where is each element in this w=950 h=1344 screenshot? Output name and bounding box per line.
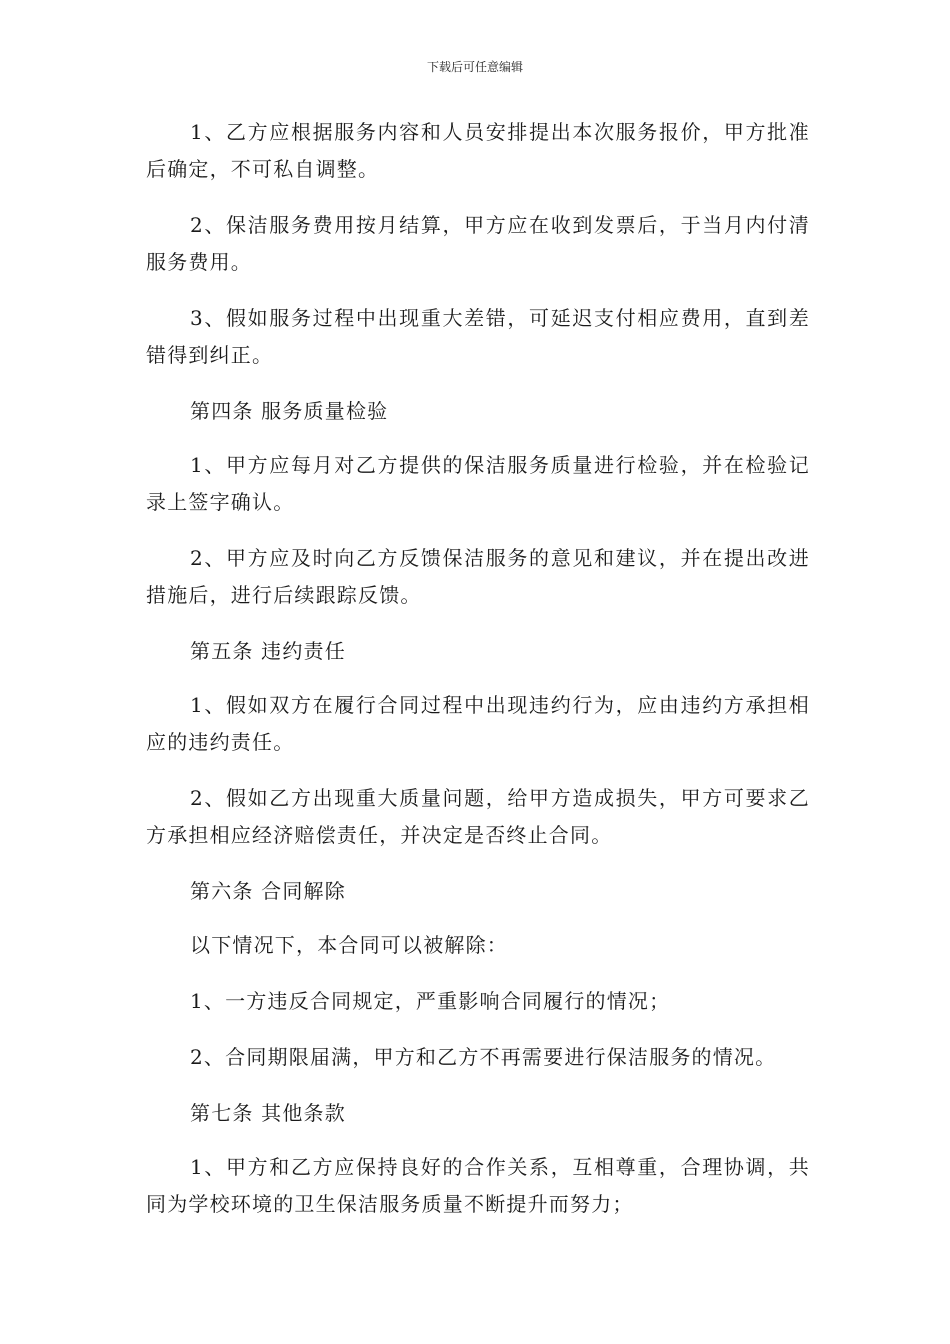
section-heading-article-5: 第五条 违约责任 xyxy=(190,639,346,663)
paragraph-quote-terms: 1、乙方应根据服务内容和人员安排提出本次服务报价，甲方批准后确定，不可私自调整。 xyxy=(146,120,810,181)
paragraph-termination-case-1: 1、一方违反合同规定，严重影响合同履行的情况； xyxy=(190,989,671,1013)
section-heading-article-7: 第七条 其他条款 xyxy=(190,1101,346,1125)
paragraph-monthly-inspection: 1、甲方应每月对乙方提供的保洁服务质量进行检验，并在检验记录上签字确认。 xyxy=(146,453,810,514)
paragraph-breach-liability: 1、假如双方在履行合同过程中出现违约行为，应由违约方承担相应的违约责任。 xyxy=(146,693,810,754)
paragraph-termination-case-2: 2、合同期限届满，甲方和乙方不再需要进行保洁服务的情况。 xyxy=(190,1045,777,1069)
paragraph-monthly-settlement: 2、保洁服务费用按月结算，甲方应在收到发票后，于当月内付清服务费用。 xyxy=(146,213,810,274)
paragraph-quality-compensation: 2、假如乙方出现重大质量问题，给甲方造成损失，甲方可要求乙方承担相应经济赔偿责任，并决定是否终止合同。 xyxy=(146,786,810,847)
paragraph-delayed-payment: 3、假如服务过程中出现重大差错，可延迟支付相应费用，直到差错得到纠正。 xyxy=(146,306,810,367)
section-heading-article-6: 第六条 合同解除 xyxy=(190,879,346,903)
section-heading-article-4: 第四条 服务质量检验 xyxy=(190,399,389,423)
document-body xyxy=(146,114,810,1242)
paragraph-cooperation: 1、甲方和乙方应保持良好的合作关系，互相尊重，合理协调，共同为学校环境的卫生保洁服务质量不断提升而努力； xyxy=(146,1155,810,1216)
paragraph-termination-intro: 以下情况下，本合同可以被解除： xyxy=(190,933,508,957)
paragraph-feedback: 2、甲方应及时向乙方反馈保洁服务的意见和建议，并在提出改进措施后，进行后续跟踪反馈。 xyxy=(146,546,810,607)
download-note: 下载后可任意编辑 xyxy=(426,60,523,74)
